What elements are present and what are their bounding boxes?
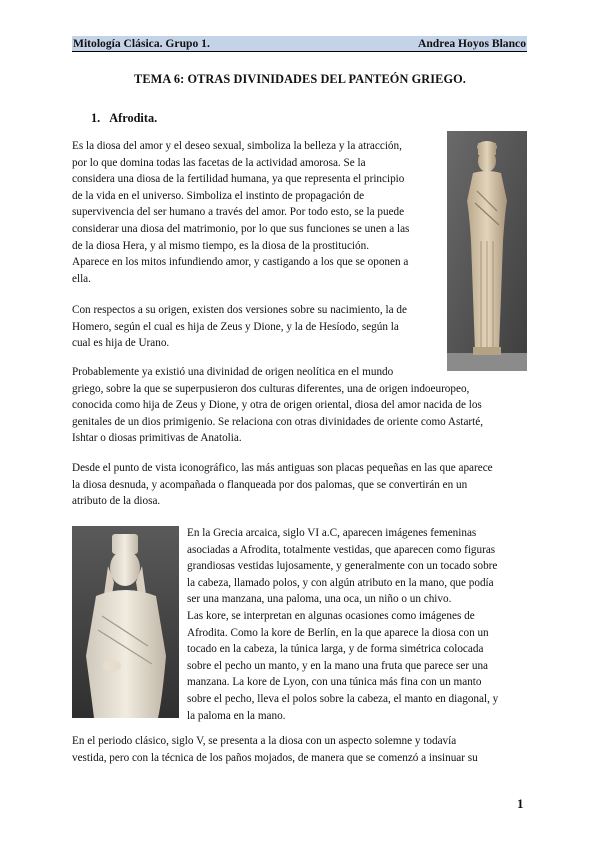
paragraph-iconography: Desde el punto de vista iconográfico, las más antiguas son placas pequeñas en las que aparece la diosa desnuda, y acompañada o flanqueada por dos palomas, que se convertirán en un atributo de la diosa. <box>72 462 493 508</box>
kore-bust-photo <box>72 526 179 718</box>
page-number: 1 <box>517 796 524 811</box>
page-title: TEMA 6: OTRAS DIVINIDADES DEL PANTEÓN GRIEGO. <box>134 72 466 86</box>
paragraph-neolithic: Probablemente ya existió una divinidad de origen neolítica en el mundo griego, sobre la que se superpusieron dos culturas diferentes, una de origen indoeuropeo, conocida como hija de Zeus y Dione, y otra de origen oriental, diosa del amor nacida de los genitales de un dios primigenio. Se relaciona con otras divinidades de oriente como Astarté, Ishtar o diosas primitivas de Anatolia. <box>72 366 484 445</box>
paragraph-origin: Con respectos a su origen, existen dos versiones sobre su nacimiento, la de Homero, según el cual es hija de Zeus y Dione, y la de Hesíodo, según la cual es hija de Urano. <box>72 304 407 350</box>
paragraph-classical: En el periodo clásico, siglo V, se presenta a la diosa con un aspecto solemne y todavía vestida, pero con la técnica de los paños mojados, de manera que se comenzó a insinuar su <box>72 735 478 764</box>
paragraph-archaic: En la Grecia arcaica, siglo VI a.C, aparecen imágenes femeninas asociadas a Afrodita, totalmente vestidas, que aparecen como figuras grandiosas vestidas lujosamente, y generalmente con un tocado sobre la cabeza, llamado polos, y con algún atributo en la mano, que podía ser una manzana, una paloma, una oca, un niño o un chivo. Las kore, se interpretan en algunas ocasiones como imágenes de Afrodita. Como la kore de Berlín, en la que aparece la diosa con un tocado en la cabeza, la túnica larga, y de forma simétrica colocada sobre el pecho un manto, y en la mano una fruta que parece ser una manzana. La kore de Lyon, con una túnica más fina con un manto sobre el pecho, lleva el polos sobre la cabeza, el manto en diagonal, y la paloma en la mano. <box>187 527 499 722</box>
section-title: Afrodita. <box>109 111 158 125</box>
page-header <box>72 36 527 52</box>
section-heading <box>91 111 157 126</box>
header-course: Mitología Clásica. Grupo 1. <box>73 37 210 50</box>
section-number: 1. <box>91 111 101 125</box>
kore-statue-figure <box>447 131 527 371</box>
paragraph-definition: Es la diosa del amor y el deseo sexual, simboliza la belleza y la atracción, por lo que domina todas las facetas de la actividad amorosa. Se la considera una diosa de la fertilidad humana, ya que representa el principio de la vida en el universo. Simboliza el instinto de propagación de supervivencia del ser humano a través del amor. Por todo esto, se la puede considerar una diosa del matrimonio, por lo que sus funciones se unen a las de la diosa Hera, y al mismo tiempo, es la diosa de la prostitución. Aparece en los mitos infundiendo amor, y castigando a los que se oponen a ella. <box>72 140 410 285</box>
header-author: Andrea Hoyos Blanco <box>417 37 526 50</box>
kore-bust-figure <box>72 526 179 718</box>
kore-statue-photo <box>447 131 527 371</box>
